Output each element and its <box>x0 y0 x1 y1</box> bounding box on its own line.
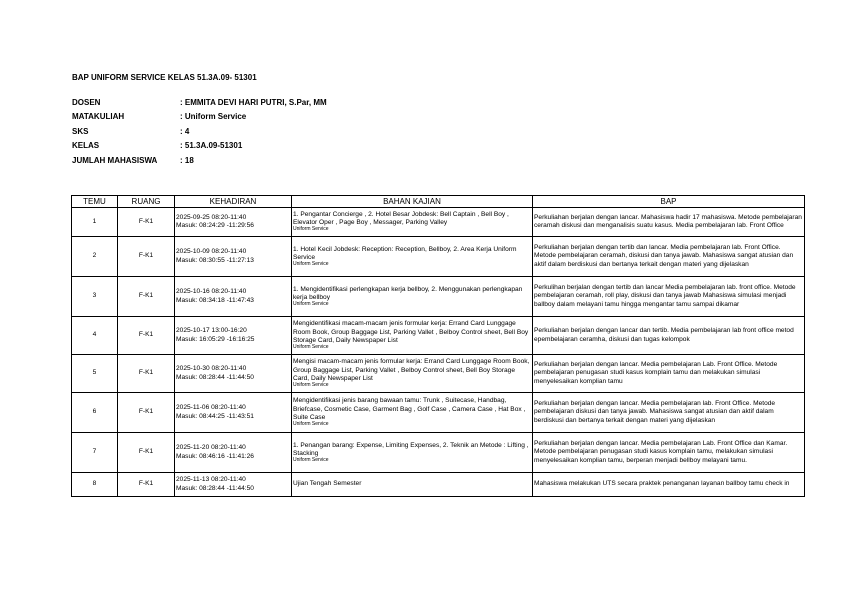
course-subtitle: Uniform Service <box>293 344 329 351</box>
temu-cell: 8 <box>72 473 118 497</box>
header-bahan-kajian: BAHAN KAJIAN <box>292 196 533 208</box>
bahan-text: Mengisi macam-macam jenis formular kerja: Errand Card Lunggage Room Book, Group Baggage List, Parking Vallet , Belboy Control sheet, Bell Boy Storage Card, Daily Newspaper List <box>293 358 530 382</box>
table-row <box>72 473 805 497</box>
course-subtitle: Uniform Service <box>293 421 329 428</box>
bahan-cell <box>292 433 533 473</box>
course-subtitle: Uniform Service <box>293 300 329 307</box>
ruang-cell: F-K1 <box>118 355 175 393</box>
temu-cell: 7 <box>72 433 118 473</box>
bap-cell: Perkuliahan berjalan dengan lancar. Mahasiswa hadir 17 mahasiswa. Metode pembelajaran ceramah diskusi dan menganalisis suatu kasus. Media pembelajaran lab. Front Office <box>533 208 805 237</box>
kehadiran-cell <box>175 473 292 497</box>
info-row-jumlah-mahasiswa <box>72 153 327 168</box>
bap-cell: Perkuliahan berjalan dengan lancar. Media pembelajaran Lab. Front Office. Metode pembelajaran penugasan studi kasus komplain tamu dan melakukan simulasi menyelesaikan komplian tamu <box>533 355 805 393</box>
bahan-cell <box>292 277 533 317</box>
bahan-cell <box>292 237 533 277</box>
info-value: : 18 <box>180 155 194 165</box>
check-in-time: Masuk: 08:46:16 -11:41:26 <box>176 452 254 460</box>
bahan-text: 1. Mengidentifikasi perlengkapan kerja bellboy, 2. Menggunakan perlengkapan kerja bellboy <box>293 285 523 301</box>
info-row-kelas <box>72 139 327 154</box>
info-row-sks <box>72 124 327 139</box>
temu-cell: 4 <box>72 317 118 355</box>
schedule-time: 2025-10-09 08:20-11:40 <box>176 248 247 256</box>
table-header-row <box>72 196 805 208</box>
course-subtitle: Uniform Service <box>293 260 329 267</box>
kehadiran-cell <box>175 433 292 473</box>
bahan-text: Mengidentifikasi macam-macam jenis formular kerja: Errand Card Lunggage Room Book, Group Baggage List, Parking Vallet , Belboy Control sheet, Bell Boy Storage Card, Daily Newspaper List <box>293 320 529 344</box>
kehadiran-cell <box>175 237 292 277</box>
bahan-cell <box>292 208 533 237</box>
table-row <box>72 393 805 433</box>
schedule-time: 2025-10-30 08:20-11:40 <box>176 365 247 373</box>
info-label: SKS <box>72 126 89 136</box>
check-in-time: Masuk: 08:28:44 -11:44:50 <box>176 373 254 381</box>
temu-cell: 3 <box>72 277 118 317</box>
header-bap: BAP <box>533 196 805 208</box>
kehadiran-cell <box>175 393 292 433</box>
document-title: BAP UNIFORM SERVICE KELAS 51.3A.09- 51301 <box>72 73 257 82</box>
bahan-text: 1. Hotel Kecil Jobdesk: Reception: Reception, Bellboy, 2. Area Kerja Uniform Service <box>293 245 517 261</box>
temu-cell: 6 <box>72 393 118 433</box>
temu-cell: 5 <box>72 355 118 393</box>
bahan-cell <box>292 317 533 355</box>
attendance-table <box>71 195 805 497</box>
course-subtitle: Uniform Service <box>293 456 329 463</box>
table-row <box>72 277 805 317</box>
ruang-cell: F-K1 <box>118 277 175 317</box>
header-temu: TEMU <box>72 196 118 208</box>
info-label: DOSEN <box>72 97 101 107</box>
schedule-time: 2025-11-20 08:20-11:40 <box>176 444 246 452</box>
ruang-cell: F-K1 <box>118 393 175 433</box>
ruang-cell: F-K1 <box>118 208 175 237</box>
bap-cell: Mahasiswa melakukan UTS secara praktek penanganan layanan ballboy tamu check in <box>533 473 805 497</box>
info-value: : EMMITA DEVI HARI PUTRI, S.Par, MM <box>180 97 327 107</box>
bap-cell: Perkulihan berjalan dengan tertib dan lancar Media pembelajaran lab. front office. Metode pembelajaran ceramah, roll play, diskusi dan tanya jawab Mahasiswa simulasi menjadi ballboy dalam melayani tamu hingga mengantar tamu sampai dikamar <box>533 277 805 317</box>
schedule-time: 2025-10-16 08:20-11:40 <box>176 288 247 296</box>
info-label: KELAS <box>72 141 100 151</box>
course-subtitle: Uniform Service <box>293 382 329 389</box>
bap-cell: Perkuliahan berjalan dengan lancar dan tertib. Media pembelajaran lab front office metod epembelajaran ceramha, diskusi dan tugas kelompok <box>533 317 805 355</box>
info-value: : Uniform Service <box>180 112 247 122</box>
table-row <box>72 208 805 237</box>
info-value: : 4 <box>180 126 190 136</box>
ruang-cell: F-K1 <box>118 317 175 355</box>
bap-cell: Perkuliahan berjalan dengan tertib dan lancar. Media pembelajaran lab. Front Office. Metode pembelajaran ceramah, diskusi dan tanya jawab. Mahasiswa sangat atusian dan aktif dalam berdiskusi dan bertanya terkait dengan materi yang dijelaskan <box>533 237 805 277</box>
check-in-time: Masuk: 08:34:18 -11:47:43 <box>176 296 254 304</box>
bahan-cell <box>292 473 533 497</box>
bap-cell: Perkuliahan berjalan dengan lancar. Media pembelajaran Lab. Front Office dan Kamar. Metode pembelajaran penugasan studi kasus komplain tamu, melakukan simulasi menyelesaikan komplian tamu, berperan menjadi bellboy melayani tamu. <box>533 433 805 473</box>
info-value: : 51.3A.09-51301 <box>180 141 243 151</box>
bahan-cell <box>292 393 533 433</box>
bahan-text: Ujian Tengah Semester <box>293 480 362 488</box>
kehadiran-cell <box>175 317 292 355</box>
kehadiran-cell <box>175 355 292 393</box>
header-ruang: RUANG <box>118 196 175 208</box>
temu-cell: 2 <box>72 237 118 277</box>
schedule-time: 2025-11-06 08:20-11:40 <box>176 404 246 412</box>
course-subtitle: Uniform Service <box>293 226 329 233</box>
kehadiran-cell <box>175 277 292 317</box>
info-row-dosen <box>72 95 327 110</box>
temu-cell: 1 <box>72 208 118 237</box>
schedule-time: 2025-09-25 08:20-11:40 <box>176 213 247 221</box>
table-row <box>72 433 805 473</box>
info-label: MATAKULIAH <box>72 112 125 122</box>
ruang-cell: F-K1 <box>118 433 175 473</box>
info-row-matakuliah <box>72 110 327 125</box>
schedule-time: 2025-10-17 13:00-16:20 <box>176 327 247 335</box>
check-in-time: Masuk: 08:24:29 -11:29:56 <box>176 222 254 229</box>
check-in-time: Masuk: 08:44:25 -11:43:51 <box>176 412 254 420</box>
bahan-cell <box>292 355 533 393</box>
bahan-text: Mengidentifikasi jenis barang bawaan tamu: Trunk , Suitecase, Handbag, Briefcase, Cosmetic Case, Garment Bag , Golf Case , Camera Case , Hat Box , Suite Case <box>293 397 526 421</box>
bap-cell: Perkuliahan berjalan dengan lancar. Media pembelajaran lab. Front Office. Metode pembelajaran diskusi dan tanya jawab. Mahasiswa sangat atusian dan aktif dalam berdiskusi dan bertanya terkait dengan materi yang dijelaskan <box>533 393 805 433</box>
ruang-cell: F-K1 <box>118 237 175 277</box>
bahan-text: 1. Pengantar Concierge , 2. Hotel Besar Jobdesk: Bell Captain , Bell Boy , Elevator Oper , Page Boy , Messager, Parking Valley <box>293 211 509 227</box>
check-in-time: Masuk: 08:28:44 -11:44:50 <box>176 484 254 492</box>
header-kehadiran: KEHADIRAN <box>175 196 292 208</box>
kehadiran-cell <box>175 208 292 237</box>
schedule-time: 2025-11-13 08:20-11:40 <box>176 476 246 484</box>
course-info <box>72 95 327 168</box>
table-row <box>72 237 805 277</box>
table-row <box>72 317 805 355</box>
ruang-cell: F-K1 <box>118 473 175 497</box>
info-label: JUMLAH MAHASISWA <box>72 155 158 165</box>
check-in-time: Masuk: 08:30:55 -11:27:13 <box>176 256 254 264</box>
bahan-text: 1. Penangan barang: Expense, Limiting Expenses, 2. Teknik an Metode : Lifting , Stacking <box>293 441 529 457</box>
check-in-time: Masuk: 16:05:29 -16:16:25 <box>176 335 255 343</box>
table-row <box>72 355 805 393</box>
